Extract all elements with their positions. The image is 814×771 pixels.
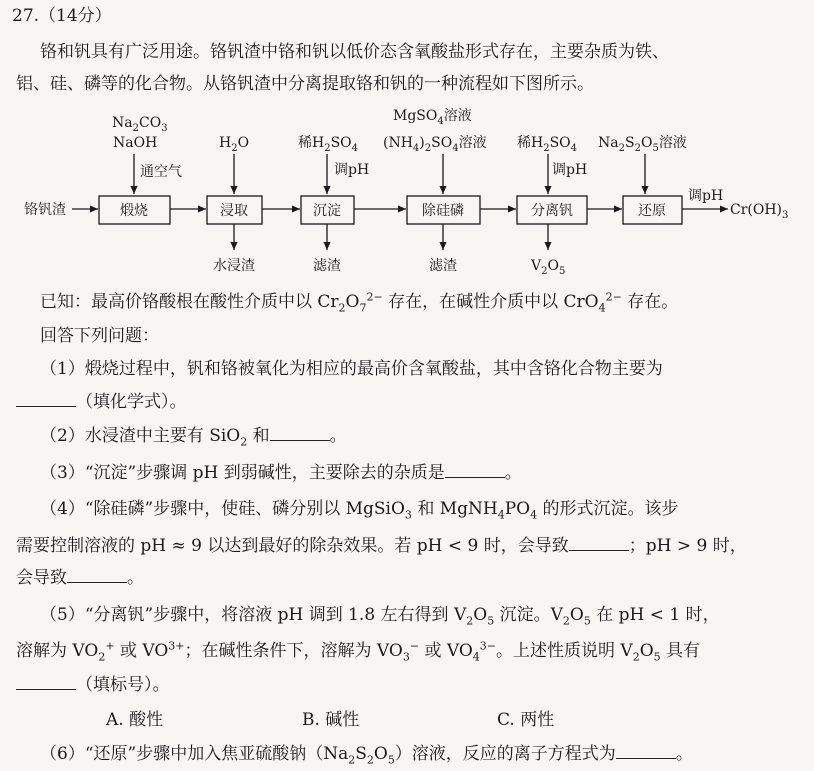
step-label-reduction: 还原 — [638, 203, 666, 219]
question-header — [12, 4, 112, 28]
input-adjust-ph-b: 调pH — [552, 162, 588, 178]
answer-blank-2[interactable] — [270, 424, 330, 441]
answer-blank-5[interactable] — [16, 673, 76, 690]
output-water-residue: 水浸渣 — [213, 258, 255, 274]
output-filter-residue-2: 滤渣 — [429, 258, 457, 274]
output-v2o5: $V_2O_5$ — [531, 258, 566, 277]
question-3: （3）“沉淀”步骤调 pH 到弱碱性，主要除去的杂质是 。 — [40, 463, 522, 483]
question-score: （14分） — [39, 6, 112, 26]
input-water: $H_2O$ — [219, 135, 250, 154]
question-5-line-3: （填标号）。 — [16, 673, 170, 697]
intro-line-1: 铬和钒具有广泛用途。铬钒渣中铬和钒以低价态含氧酸盐形式存在，主要杂质为铁、 — [40, 42, 669, 62]
answer-blank-4b[interactable] — [67, 566, 127, 583]
process-flowchart — [0, 100, 814, 282]
input-ammonium-sulfate: $(NH_4)_2SO_4$溶液 — [383, 135, 487, 154]
question-6: （6）“还原”步骤中加入焦亚硫酸钠$(Na_2S_2O_5)$溶液，反应的离子方程式为 。 — [40, 744, 693, 767]
answer-blank-1[interactable] — [16, 390, 76, 407]
flow-start-label: 铬钒渣 — [24, 202, 66, 218]
flow-final-input: 调pH — [688, 188, 724, 204]
input-air: 通空气 — [140, 164, 182, 180]
question-5-line-1: （5）“分离钒”步骤中，将溶液 pH 调到 1.8 左右得到 $V_2O_5$ 沉淀。$V_2O_5$ 在 pH < 1 时， — [40, 605, 720, 628]
input-dilute-h2so4-b: 稀$H_2SO_4$ — [517, 135, 578, 154]
answer-prompt: 回答下列问题： — [40, 326, 159, 346]
step-label-precipitation: 沉淀 — [313, 203, 341, 219]
question-4-line-3: 会导致 。 — [16, 568, 144, 588]
input-mgso4: MgSO$_4$溶液 — [393, 108, 472, 127]
question-4-line-2: 需要控制溶液的 pH ≈ 9 以达到最好的除杂效果。若 pH < 9 时，会导致 ；pH > 9 时， — [16, 536, 747, 556]
intro-line-2: 铝、硅、磷等的化合物。从铬钒渣中分离提取铬和钒的一种流程如下图所示。 — [16, 74, 594, 94]
answer-blank-3[interactable] — [445, 461, 505, 478]
input-dilute-h2so4-a: 稀$H_2SO_4$ — [298, 135, 359, 154]
step-label-remove-si-p: 除硅磷 — [422, 203, 464, 219]
question-2: （2）水浸渣中主要有 SiO$_2$ 和 。 — [40, 426, 347, 449]
output-filter-residue-1: 滤渣 — [313, 258, 341, 274]
question-1-line-2: （填化学式）。 — [16, 390, 187, 414]
question-5-line-2: 溶解为 $VO_2^+$ 或 $VO^{3+}$；在碱性条件下，溶解为 $VO_3^-$ 或 $VO_4^{3-}$。上述性质说明 $V_2O_5$ 具有 — [16, 639, 701, 664]
option-b[interactable]: B. 碱性 — [302, 710, 360, 730]
flow-end-label: $Cr(OH)_3$ — [730, 202, 789, 221]
option-c[interactable]: C. 两性 — [497, 710, 555, 730]
input-sodium-carbonate: $Na_2CO_3$ — [112, 115, 168, 134]
question-4-line-1: （4）“除硅磷”步骤中，使硅、磷分别以 MgSiO$_3$ 和 $MgNH_4PO_4$ 的形式沉淀。该步 — [40, 499, 679, 522]
question-1-line-1: （1）煅烧过程中，钒和铬被氧化为相应的最高价含氧酸盐，其中含铬化合物主要为 — [40, 359, 663, 379]
input-naoh: NaOH — [113, 135, 158, 151]
input-sodium-metabisulfite: $Na_2S_2O_5$溶液 — [598, 135, 687, 154]
question-number: 27. — [12, 6, 40, 26]
step-label-calcination: 煅烧 — [120, 203, 148, 219]
known-info: 已知：最高价铬酸根在酸性介质中以 $Cr_2O_7^{2-}$ 存在，在碱性介质中以 CrO$_4^{2-}$ 存在。 — [40, 290, 679, 315]
answer-blank-6[interactable] — [616, 742, 676, 759]
step-label-leaching: 浸取 — [220, 203, 248, 219]
step-label-separate-v: 分离钒 — [531, 203, 573, 219]
answer-blank-4a[interactable] — [569, 534, 629, 551]
option-a[interactable]: A. 酸性 — [106, 710, 164, 730]
input-adjust-ph-a: 调pH — [334, 162, 370, 178]
